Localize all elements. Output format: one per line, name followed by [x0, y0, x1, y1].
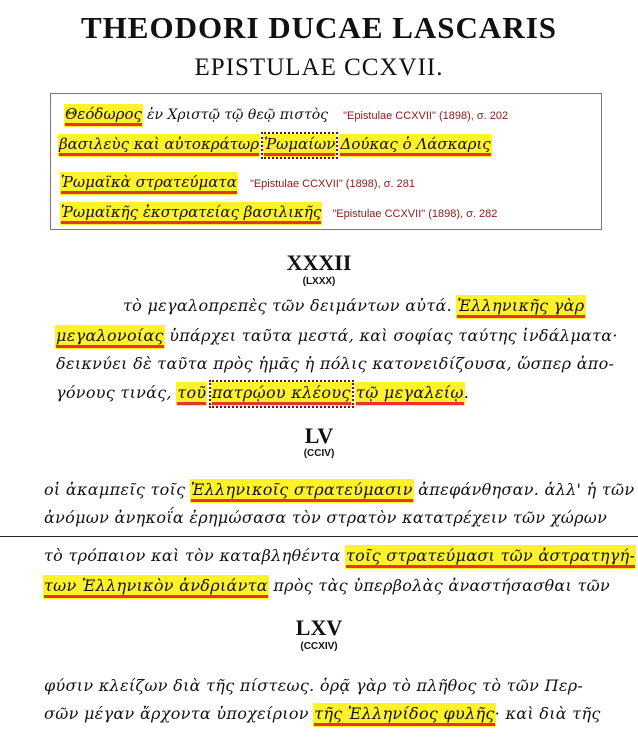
quote-doukas: Δούκας ὁ Λάσκαρις — [340, 135, 490, 156]
quote-theodoros: Θεόδωρος — [65, 105, 142, 126]
highlight-hellenidos-phyles: τῆς Ἑλληνίδος φυλῆς — [314, 704, 494, 726]
quote-romaika: Ῥωμαϊκὰ στρατεύματα — [61, 173, 237, 194]
section-sub-ccxiv: (CCXIV) — [300, 641, 338, 652]
text-line: οἱ ἀκαμπεῖς τοῖς — [44, 480, 186, 499]
book-subtitle: EPISTULAE CCXVII. — [194, 54, 444, 81]
text-line: ὑπάρχει ταῦτα μεστά, καὶ σοφίας ταύτης ἰνδάλματα· — [169, 326, 618, 345]
text-line: · καὶ διὰ τῆς — [494, 704, 601, 723]
text-line: πρὸς τὰς ὑπερβολὰς ἀναστήσασθαι τῶν — [273, 576, 610, 595]
text-line: τὸ τρόπαιον καὶ τὸν καταβληθέντα — [44, 546, 341, 565]
highlight-hellenikes: Ἑλληνικῆς γὰρ — [457, 296, 584, 318]
highlight-tou: τοῦ — [177, 383, 206, 405]
quote-line1-rest: ἐν Χριστῷ τῷ θεῷ πιστὸς — [146, 107, 328, 123]
text-period: . — [463, 383, 470, 402]
highlight-hellenikois: Ἑλληνικοῖς στρατεύμασιν — [191, 480, 413, 502]
highlight-megaleio: τῷ μεγαλείῳ — [356, 383, 464, 405]
section-sub-cciv: (CCIV) — [303, 448, 335, 459]
citation-281: "Epistulae CCXVII" (1898), σ. 281 — [249, 178, 415, 190]
text-line: γόνους τινάς, — [56, 383, 172, 402]
quote-romaion: Ῥωμαίων — [264, 135, 335, 156]
citation-282: "Epistulae CCXVII" (1898), σ. 282 — [332, 208, 498, 220]
text-line: ἀπεφάνθησαν. ἀλλ' ἡ τῶν — [418, 480, 635, 499]
text-line: σῶν μέγαν ἄρχοντα ὑποχείριον — [44, 704, 309, 723]
quotes-box — [50, 93, 602, 230]
quote-basileus: βασιλεὺς καὶ αὐτοκράτωρ — [59, 135, 259, 156]
section-number-lv: LV — [304, 423, 334, 448]
section-number-xxxii: XXXII — [286, 250, 352, 275]
section-number-lxv: LXV — [295, 615, 343, 640]
text-line: ἀνόμων ἀνηκοΐα ἐρημώσασα τὸν στρατὸν κατατρέχειν τῶν χώρων — [44, 508, 608, 527]
highlight-patroou-kleous: πατρῴου κλέους — [212, 383, 351, 405]
divider — [0, 536, 638, 537]
highlight-hellenikon-andrianta: των Ἑλληνικὸν ἀνδριάντα — [44, 576, 268, 598]
book-title: THEODORI DUCAE LASCARIS — [80, 10, 558, 45]
highlight-strateumasi: τοῖς στρατεύμασι τῶν ἀστρατηγή- — [346, 546, 635, 568]
text-line: φύσιν κλείζων διὰ τῆς πίστεως. ὁρᾷ γὰρ τὸ πλῆθος τὸ τῶν Περ- — [44, 676, 584, 695]
quote-ekstrateias: Ῥωμαϊκῆς ἐκστρατείας βασιλικῆς — [61, 203, 321, 224]
text-line: τὸ μεγαλοπρεπὲς τῶν δειμάντων αὐτά. — [123, 296, 452, 315]
citation-202: "Epistulae CCXVII" (1898), σ. 202 — [343, 110, 509, 122]
highlight-megalonoias: μεγαλονοίας — [56, 326, 164, 348]
section-sub-lxxx: (LXXX) — [302, 276, 336, 287]
text-line: δεικνύει δὲ ταῦτα πρὸς ἡμᾶς ἡ πόλις κατονειδίζουσα, ὥσπερ ἀπο- — [56, 354, 615, 373]
